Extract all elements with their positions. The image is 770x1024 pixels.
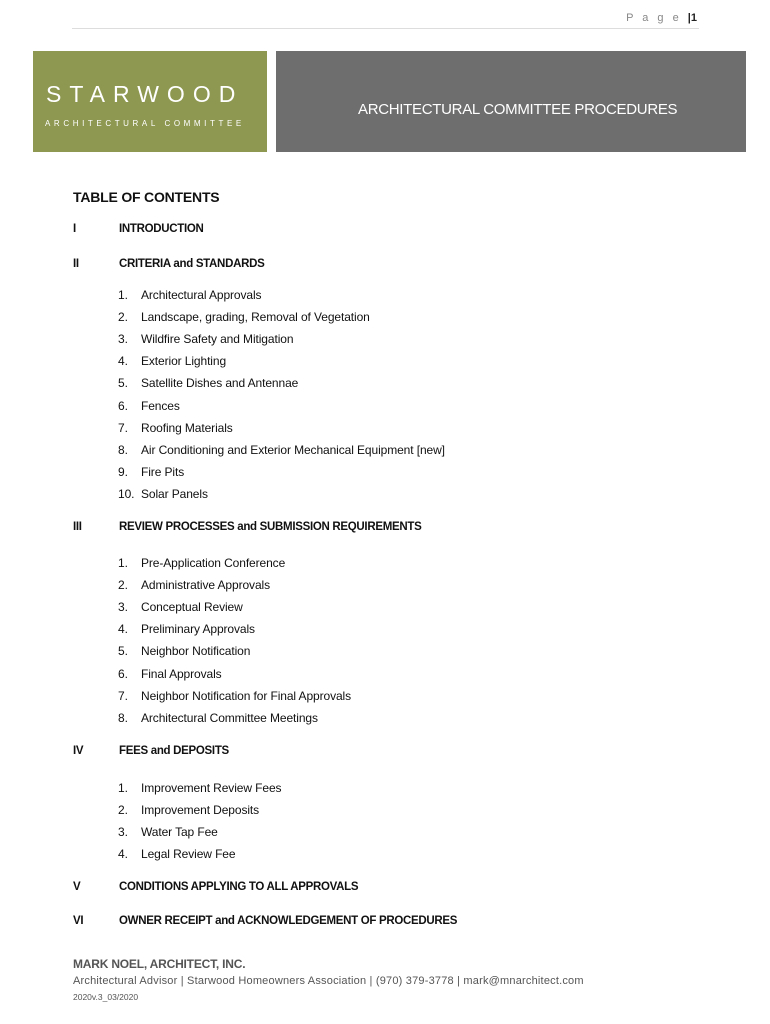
toc-item: [118, 288, 261, 302]
toc-item-number: 7.: [118, 688, 128, 703]
toc-item-number: 8.: [118, 442, 128, 457]
toc-section-title: OWNER RECEIPT and ACKNOWLEDGEMENT OF PROCEDURES: [119, 915, 458, 927]
page-separator: |: [687, 12, 691, 24]
toc-section-title: CONDITIONS APPLYING TO ALL APPROVALS: [119, 881, 359, 893]
toc-section-title: CRITERIA and STANDARDS: [119, 258, 265, 270]
toc-item-label: Wildfire Safety and Mitigation: [141, 332, 294, 347]
toc-section-title: REVIEW PROCESSES and SUBMISSION REQUIREMENTS: [119, 521, 422, 533]
toc-item-number: 7.: [118, 420, 128, 435]
logo-name: STARWOOD: [46, 81, 244, 107]
starwood-logo: [33, 51, 267, 152]
toc-item: [118, 421, 233, 435]
toc-item-label: Solar Panels: [141, 486, 208, 501]
toc-item-label: Air Conditioning and Exterior Mechanical Equipment [new]: [141, 442, 445, 457]
toc-item: [118, 399, 180, 413]
toc-item: [118, 825, 218, 839]
toc-item-label: Exterior Lighting: [141, 354, 227, 369]
footer-contact: Architectural Advisor | Starwood Homeowners Association | (970) 379-3778 | mark@mnarchitect.com: [73, 975, 584, 987]
toc-section-title: FEES and DEPOSITS: [119, 745, 229, 757]
toc-item-number: 2.: [118, 310, 128, 325]
toc-item-number: 1.: [118, 781, 128, 795]
toc-item-label: Legal Review Fee: [141, 847, 236, 862]
toc-item-number: 2.: [118, 578, 128, 593]
toc-item: [118, 781, 281, 795]
toc-item-label: Architectural Approvals: [141, 288, 262, 302]
toc-section: [73, 745, 229, 757]
toc-item-label: Water Tap Fee: [141, 825, 218, 840]
toc-item-number: 9.: [118, 464, 128, 479]
toc-item-label: Landscape, grading, Removal of Vegetation: [141, 310, 370, 325]
toc-item-number: 3.: [118, 600, 128, 615]
toc-section: [73, 258, 264, 270]
toc-item-label: Architectural Committee Meetings: [141, 710, 318, 725]
toc-item-label: Conceptual Review: [141, 600, 243, 615]
toc-item-number: 8.: [118, 710, 128, 725]
toc-item-number: 5.: [118, 376, 128, 391]
toc-item-number: 10.: [118, 486, 135, 501]
toc-item-label: Preliminary Approvals: [141, 622, 255, 637]
toc-item-label: Fences: [141, 398, 180, 413]
toc-item-number: 4.: [118, 847, 128, 862]
footer-version: 2020v.3_03/2020: [73, 992, 139, 1002]
toc-section-number: V: [73, 881, 81, 893]
footer-company: MARK NOEL, ARCHITECT, INC.: [73, 957, 246, 971]
toc-item-number: 3.: [118, 332, 128, 347]
toc-item: [118, 487, 208, 501]
toc-section: [73, 915, 457, 927]
toc-item: [118, 803, 259, 817]
toc-item-number: 1.: [118, 556, 128, 570]
toc-item: [118, 711, 318, 725]
page-number-value: 1: [690, 12, 697, 24]
toc-heading: TABLE OF CONTENTS: [73, 189, 220, 205]
toc-item: [118, 622, 255, 636]
toc-item-number: 1.: [118, 288, 128, 302]
toc-item-label: Improvement Deposits: [141, 803, 260, 818]
toc-item-label: Fire Pits: [141, 464, 185, 479]
toc-item: [118, 689, 351, 703]
header-divider: [72, 28, 699, 29]
toc-section: [73, 223, 204, 235]
toc-item-label: Administrative Approvals: [141, 578, 270, 593]
page-label: P a g e: [626, 12, 682, 24]
toc-section-number: III: [73, 521, 82, 533]
toc-item: [118, 443, 445, 457]
toc-item: [118, 332, 293, 346]
toc-item: [118, 310, 370, 324]
toc-item-label: Roofing Materials: [141, 420, 233, 435]
toc-item-label: Final Approvals: [141, 666, 222, 681]
toc-section-title: INTRODUCTION: [119, 223, 204, 235]
toc-item: [118, 376, 298, 390]
toc-item-label: Improvement Review Fees: [141, 781, 282, 795]
toc-item-label: Satellite Dishes and Antennae: [141, 376, 299, 391]
toc-section-number: IV: [73, 745, 84, 757]
toc-item-label: Neighbor Notification for Final Approvals: [141, 688, 352, 703]
toc-item: [118, 644, 250, 658]
page-number: [626, 12, 697, 24]
toc-item-number: 6.: [118, 666, 128, 681]
toc-section-number: II: [73, 258, 79, 270]
toc-item-label: Neighbor Notification: [141, 644, 251, 659]
toc-item: [118, 556, 285, 570]
toc-item: [118, 600, 243, 614]
toc-item: [118, 354, 226, 368]
toc-section: [73, 881, 358, 893]
logo-subtitle: ARCHITECTURAL COMMITTEE: [45, 119, 245, 128]
toc-item-label: Pre-Application Conference: [141, 556, 286, 570]
toc-item-number: 4.: [118, 354, 128, 369]
toc-section-number: I: [73, 223, 76, 235]
toc-item: [118, 578, 270, 592]
toc-section: [73, 521, 421, 533]
toc-section-number: VI: [73, 915, 84, 927]
toc-item-number: 5.: [118, 644, 128, 659]
title-banner: [276, 51, 746, 152]
document-title: ARCHITECTURAL COMMITTEE PROCEDURES: [358, 101, 678, 118]
toc-item: [118, 667, 222, 681]
toc-item-number: 4.: [118, 622, 128, 637]
toc-item-number: 2.: [118, 803, 128, 818]
toc-item-number: 6.: [118, 398, 128, 413]
toc-item: [118, 465, 184, 479]
toc-item-number: 3.: [118, 825, 128, 840]
toc-item: [118, 847, 235, 861]
